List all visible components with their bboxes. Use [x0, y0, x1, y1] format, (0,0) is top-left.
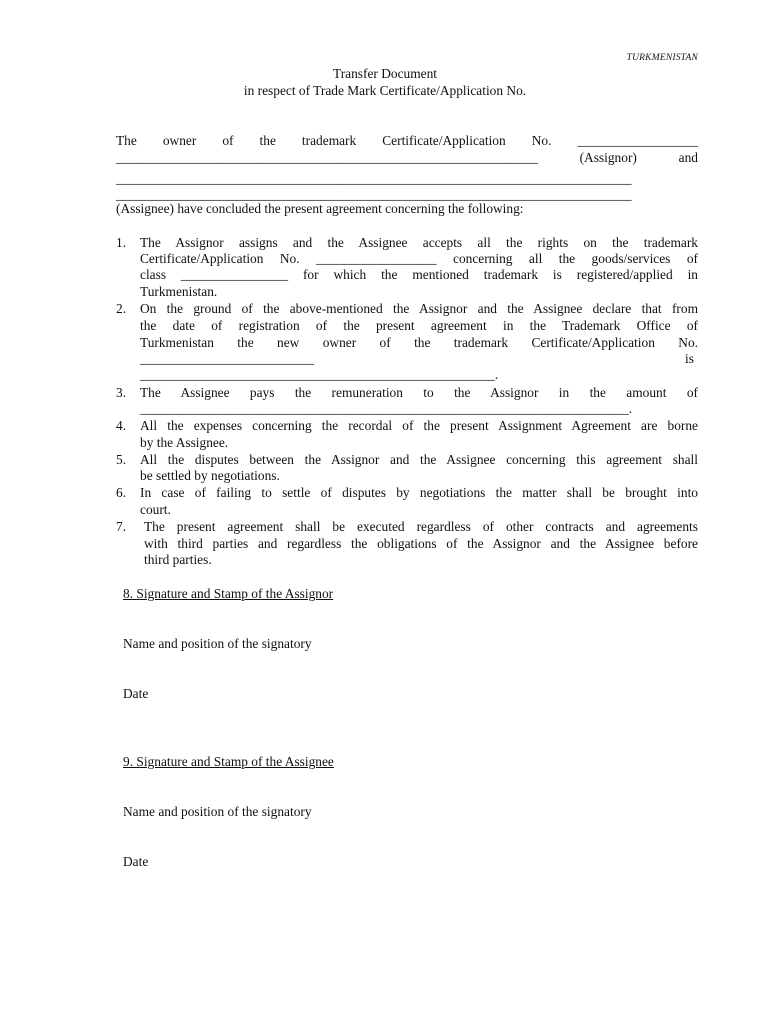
intro-line-2: _______________________________________________________________ (Assignor) and	[116, 150, 698, 165]
clause-2-line-4-is: is	[685, 351, 694, 366]
clause-2-line-1: On the ground of the above-mentioned the Assignor and the Assignee declare that from	[140, 301, 698, 316]
clause-1-line-1: The Assignor assigns and the Assignee accepts all the rights on the trademark	[140, 235, 698, 250]
clause-6-line-2: court.	[140, 502, 171, 517]
clause-4-number: 4.	[116, 418, 127, 433]
assignor-name-label: Name and position of the signatory	[123, 636, 312, 651]
clause-7-line-1: The present agreement shall be executed regardless of other contracts and agreements	[144, 519, 698, 534]
clause-1-number: 1.	[116, 235, 127, 250]
clause-6-line-1: In case of failing to settle of disputes by negotiations the matter shall be brought into	[140, 485, 698, 500]
document-subtitle: in respect of Trade Mark Certificate/Application No.	[243, 83, 527, 98]
document-title: Transfer Document	[332, 66, 437, 81]
intro-blank-line-2: _____________________________________________________________________________	[116, 187, 632, 202]
clause-1-line-4: Turkmenistan.	[140, 284, 218, 299]
intro-blank-line-1: _____________________________________________________________________________	[116, 171, 632, 186]
assignee-signature-heading: 9. Signature and Stamp of the Assignee	[123, 754, 334, 769]
clause-2-line-3: Turkmenistan the new owner of the trademark Certificate/Application No.	[140, 335, 698, 350]
clause-7-line-3: third parties.	[144, 552, 212, 567]
clause-1-line-2: Certificate/Application No. __________________ concerning all the goods/services of	[140, 251, 698, 266]
clause-4-line-2: by the Assignee.	[140, 435, 229, 450]
assignee-date-label: Date	[123, 854, 149, 869]
intro-line-5: (Assignee) have concluded the present agreement concerning the following:	[116, 201, 524, 216]
assignee-name-label: Name and position of the signatory	[123, 804, 312, 819]
clause-3-line-1: The Assignee pays the remuneration to the Assignor in the amount of	[140, 385, 698, 400]
clause-5-line-1: All the disputes between the Assignor and the Assignee concerning this agreement shall	[140, 452, 698, 467]
clause-1-line-3: class ________________ for which the mentioned trademark is registered/applied in	[140, 267, 698, 282]
clause-5-number: 5.	[116, 452, 127, 467]
header-country: TURKMENISTAN	[626, 53, 698, 63]
clause-4-line-1: All the expenses concerning the recordal of the present Assignment Agreement are borne	[140, 418, 698, 433]
clause-2-number: 2.	[116, 301, 127, 316]
clause-6-number: 6.	[116, 485, 127, 500]
intro-line-1: The owner of the trademark Certificate/Application No. __________________	[116, 133, 698, 148]
clause-2-line-5: _____________________________________________________.	[140, 367, 499, 382]
clause-7-number: 7.	[116, 519, 127, 534]
clause-3-number: 3.	[116, 385, 127, 400]
assignor-signature-heading: 8. Signature and Stamp of the Assignor	[123, 586, 334, 601]
clause-7-line-2: with third parties and regardless the obligations of the Assignor and the Assignee before	[144, 536, 698, 551]
clause-5-line-2: be settled by negotiations.	[140, 468, 280, 483]
clause-3-line-2: _________________________________________________________________________.	[140, 401, 633, 416]
clause-2-line-2: the date of registration of the present agreement in the Trademark Office of	[140, 318, 698, 333]
assignor-date-label: Date	[123, 686, 149, 701]
clause-2-line-4: __________________________	[140, 351, 315, 366]
